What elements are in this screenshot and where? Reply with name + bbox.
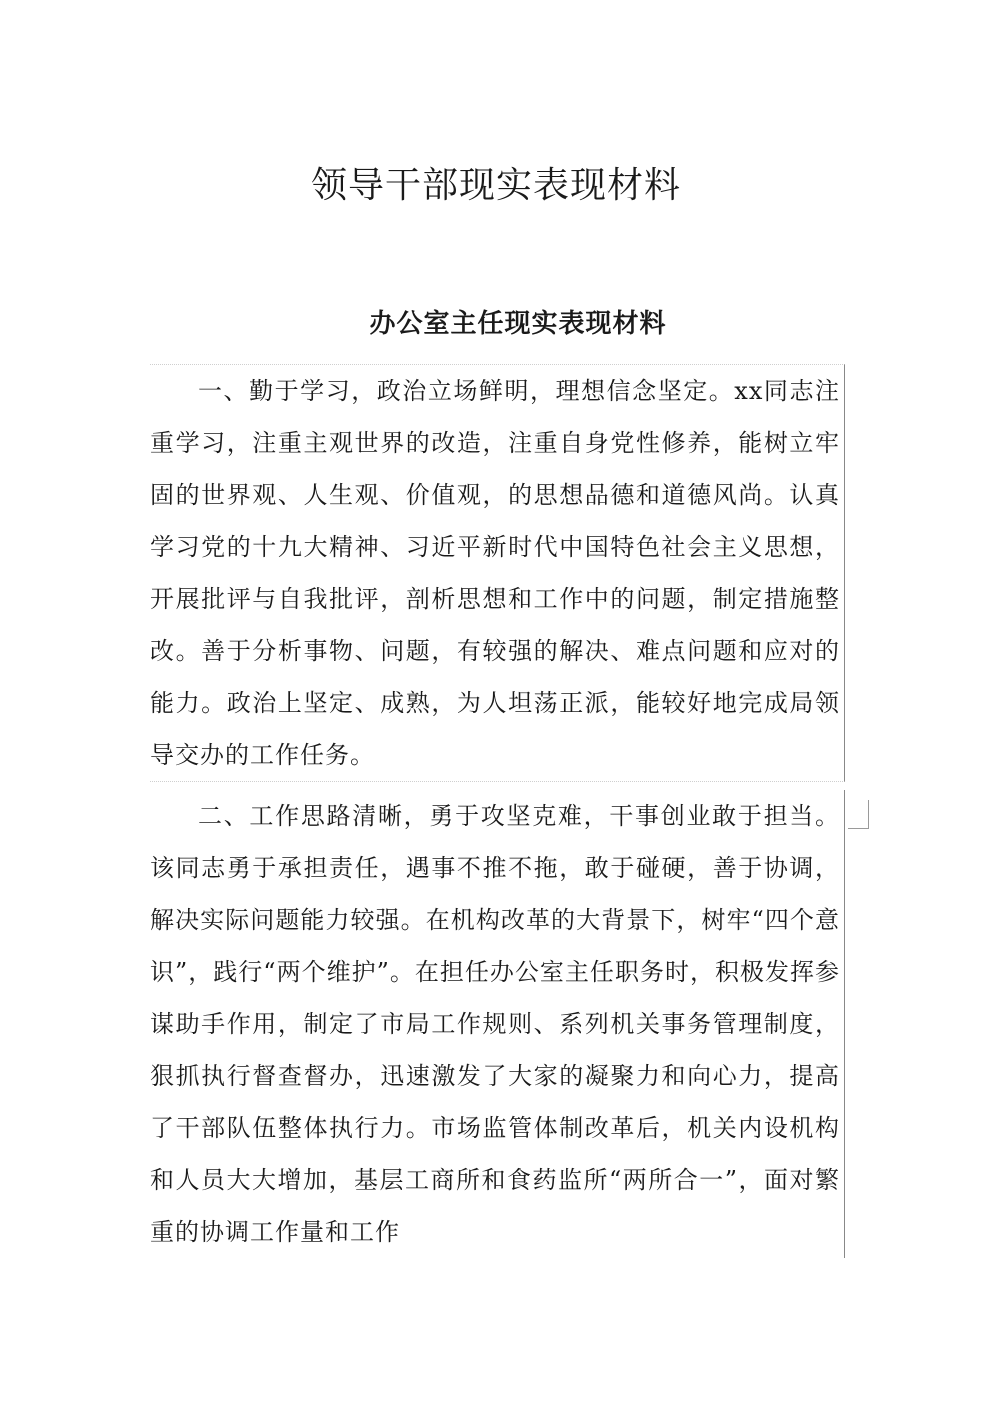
paragraph-2: 二、工作思路清晰，勇于攻坚克难，干事创业敢于担当。该同志勇于承担责任，遇事不推不拖，敢于碰硬，善于协调，解决实际问题能力较强。在机构改革的大背景下，树牢“四个意识”，践行“两个维护”。在担任办公室主任职务时，积极发挥参谋助手作用，制定了市局工作规则、系列机关事务管理制度，狠抓执行督查督办，迅速激发了大家的凝聚力和向心力，提高了干部队伍整体执行力。市场监管体制改革后，机关内设机构和人员大大增加，基层工商所和食药监所“两所合一”，面对繁重的协调工作量和工作	[150, 790, 845, 1258]
paragraph-1: 一、勤于学习，政治立场鲜明，理想信念坚定。xx同志注重学习，注重主观世界的改造，注重自身党性修养，能树立牢固的世界观、人生观、价值观，的思想品德和道德风尚。认真学习党的十九大精神、习近平新时代中国特色社会主义思想，开展批评与自我批评，剖析思想和工作中的问题，制定措施整改。善于分析事物、问题，有较强的解决、难点问题和应对的能力。政治上坚定、成熟，为人坦荡正派，能较好地完成局领导交办的工作任务。	[150, 364, 845, 782]
paragraph-mark	[848, 800, 869, 829]
document-title: 领导干部现实表现材料	[310, 165, 681, 206]
document-subtitle: 办公室主任现实表现材料	[369, 309, 667, 339]
